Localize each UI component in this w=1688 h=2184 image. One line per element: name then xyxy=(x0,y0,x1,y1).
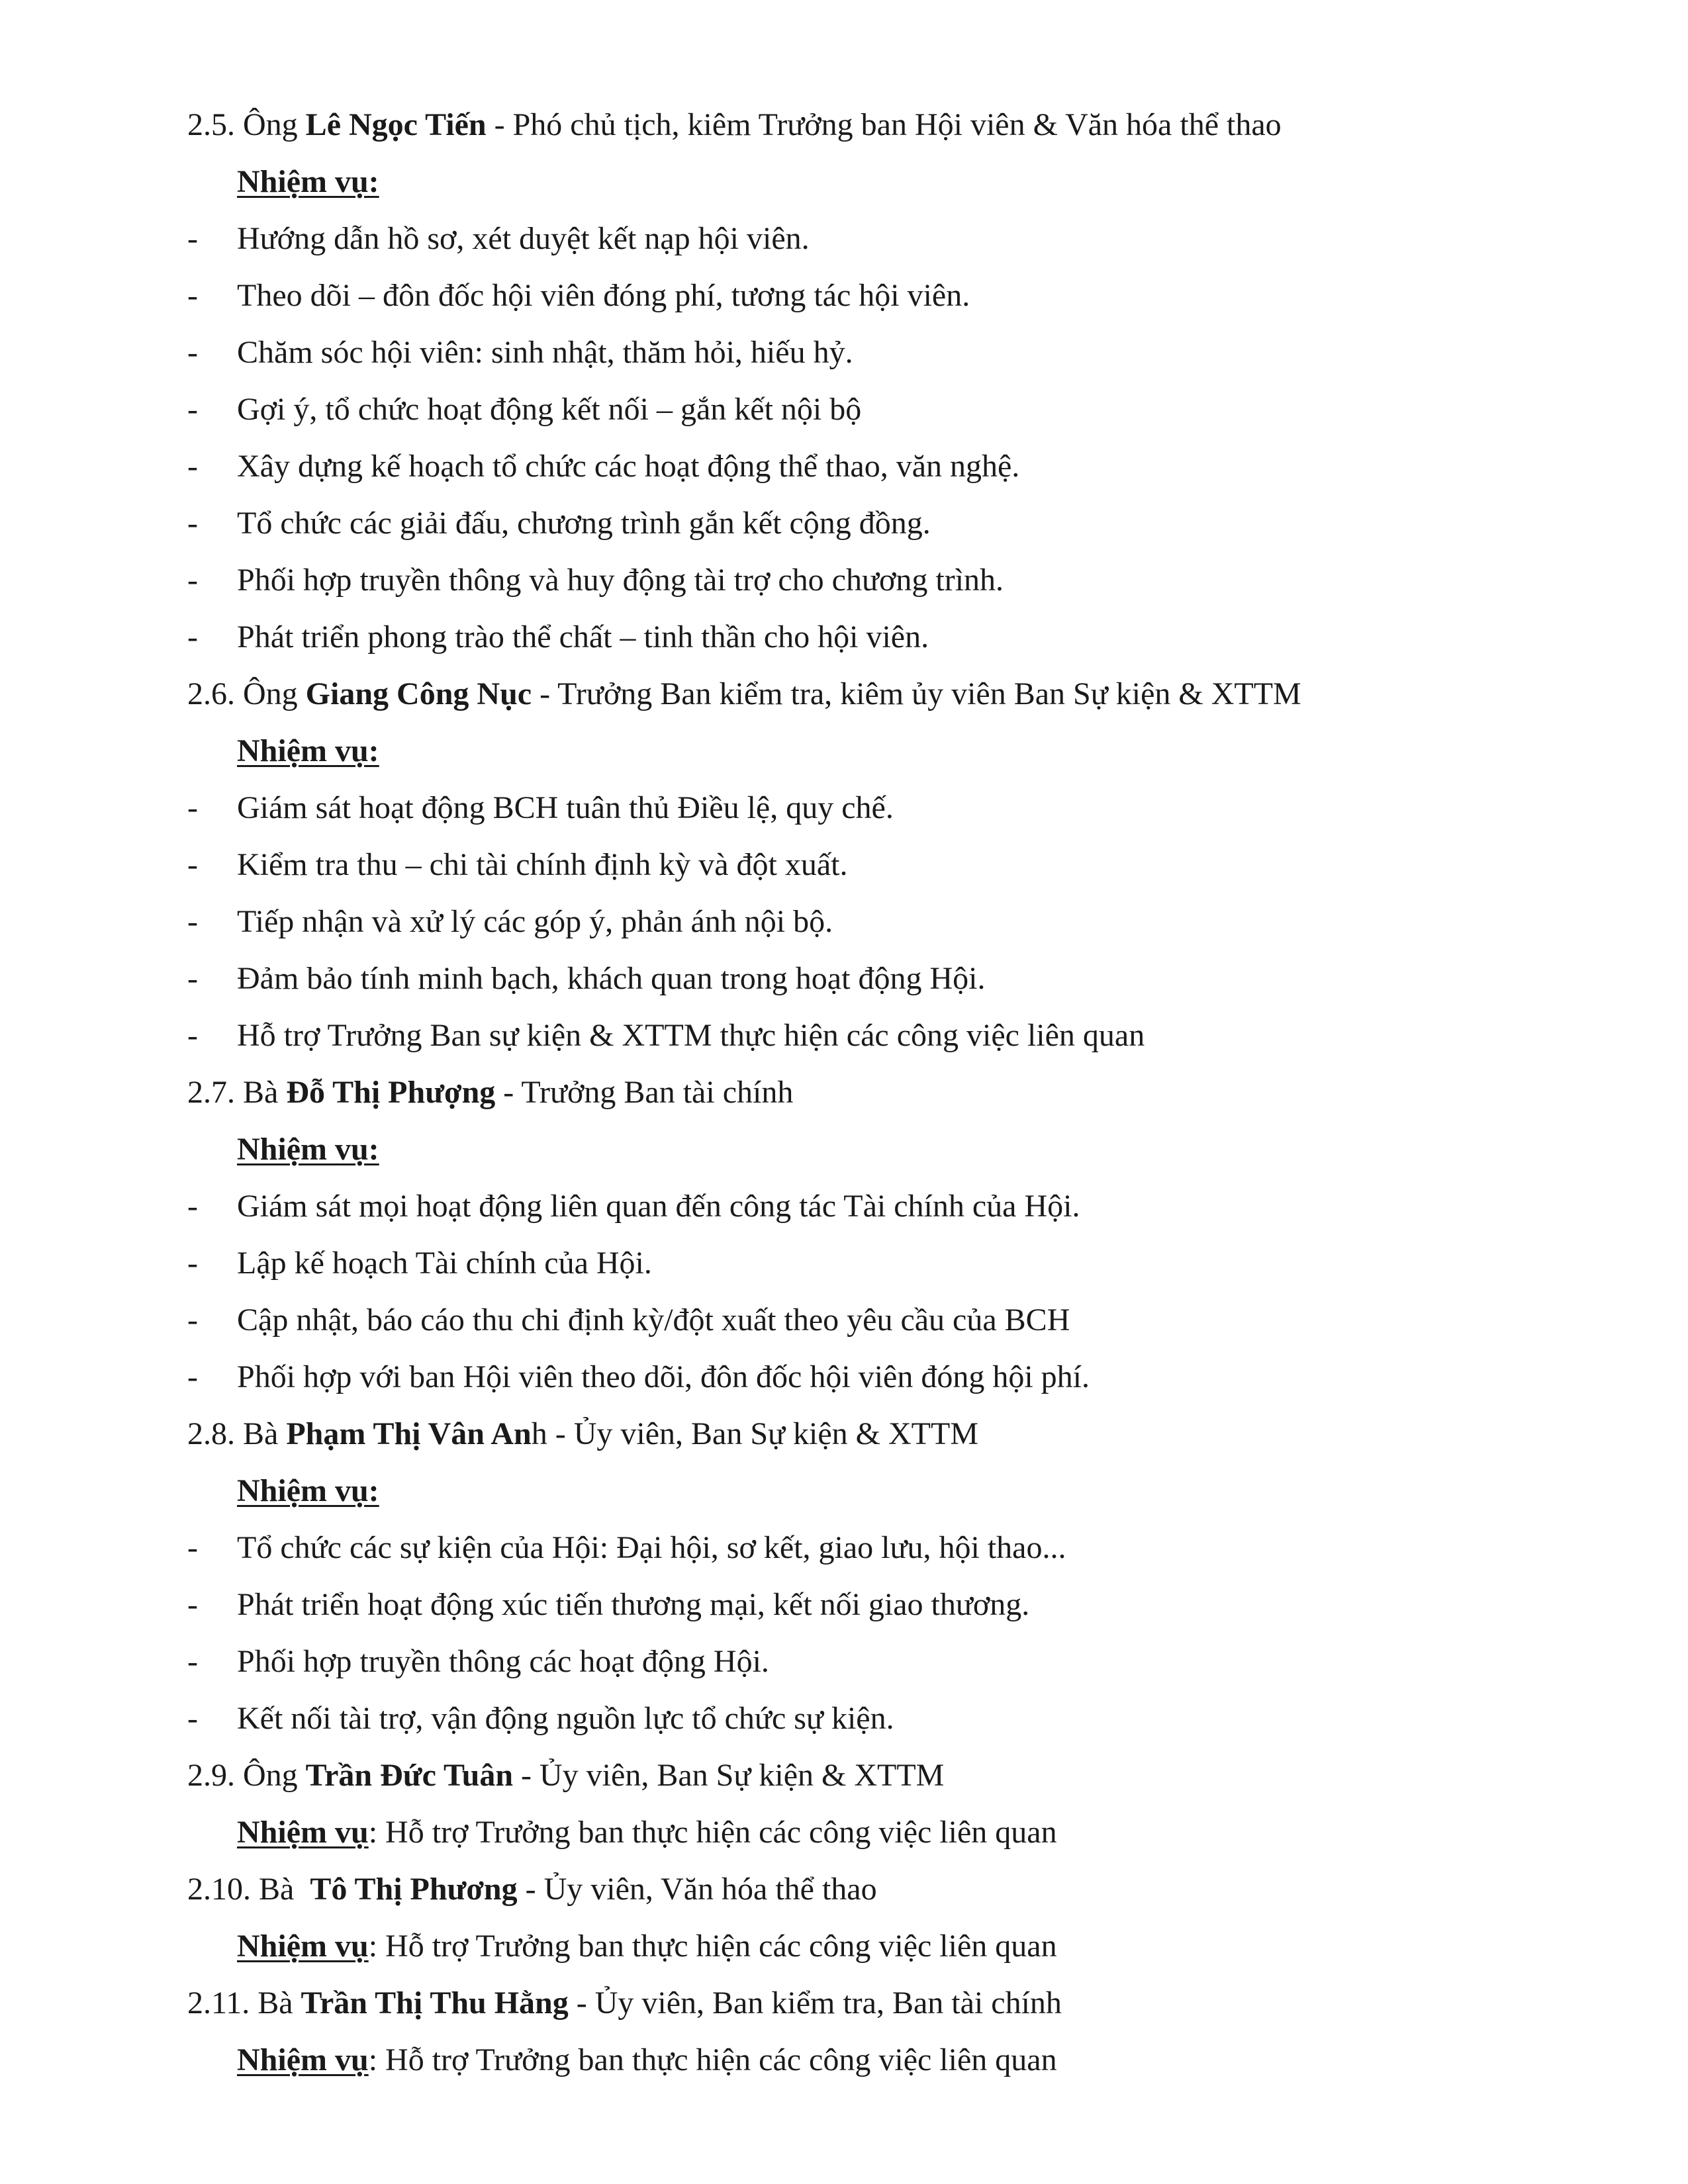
task-label-line xyxy=(187,1804,1511,1861)
section-heading: 2.6. Ông Giang Công Nục - Trưởng Ban kiểm tra, kiêm ủy viên Ban Sự kiện & XTTM xyxy=(187,676,1301,711)
task-item: - Hỗ trợ Trưởng Ban sự kiện & XTTM thực hiện các công việc liên quan xyxy=(187,1018,1145,1053)
task-label-line xyxy=(187,154,1511,210)
member-name: Phạm Thị Vân An xyxy=(286,1416,532,1451)
task-item: - Phối hợp với ban Hội viên theo dõi, đôn đốc hội viên đóng hội phí. xyxy=(187,1359,1090,1394)
task-inline: : Hỗ trợ Trưởng ban thực hiện các công việc liên quan xyxy=(368,1929,1057,1964)
member-name: Trần Thị Thu Hằng xyxy=(301,1985,569,2021)
task-item: - Lập kế hoạch Tài chính của Hội. xyxy=(187,1246,652,1281)
section-heading: 2.7. Bà Đỗ Thị Phượng - Trưởng Ban tài chính xyxy=(187,1075,794,1110)
task-label: Nhiệm vụ xyxy=(237,2042,369,2077)
member-name: Giang Công Nục xyxy=(305,676,532,711)
task-item: - Xây dựng kế hoạch tổ chức các hoạt động thể thao, văn nghệ. xyxy=(187,449,1020,484)
task-item: - Phát triển hoạt động xúc tiến thương mại, kết nối giao thương. xyxy=(187,1587,1030,1622)
section xyxy=(187,97,1511,666)
task-item: - Tổ chức các sự kiện của Hội: Đại hội, sơ kết, giao lưu, hội thao... xyxy=(187,1530,1066,1565)
task-label: Nhiệm vụ: xyxy=(237,733,379,768)
task-item: - Phối hợp truyền thông các hoạt động Hội. xyxy=(187,1644,769,1679)
task-label-line xyxy=(187,1918,1511,1975)
task-inline: : Hỗ trợ Trưởng ban thực hiện các công việc liên quan xyxy=(368,1815,1057,1850)
section-heading: 2.5. Ông Lê Ngọc Tiến - Phó chủ tịch, kiêm Trưởng ban Hội viên & Văn hóa thể thao xyxy=(187,107,1282,142)
document-page xyxy=(187,97,1511,2089)
section-heading: 2.11. Bà Trần Thị Thu Hằng - Ủy viên, Ban kiểm tra, Ban tài chính xyxy=(187,1985,1062,2021)
task-label: Nhiệm vụ: xyxy=(237,1473,379,1508)
task-label-line xyxy=(187,2032,1511,2089)
task-inline: : Hỗ trợ Trưởng ban thực hiện các công việc liên quan xyxy=(368,2042,1057,2077)
section xyxy=(187,1747,1511,1861)
member-name: Lê Ngọc Tiến xyxy=(305,107,487,142)
task-label: Nhiệm vụ xyxy=(237,1929,369,1964)
task-item: - Cập nhật, báo cáo thu chi định kỳ/đột xuất theo yêu cầu của BCH xyxy=(187,1302,1070,1338)
task-item: - Phối hợp truyền thông và huy động tài trợ cho chương trình. xyxy=(187,563,1004,598)
member-name: Trần Đức Tuân xyxy=(305,1758,514,1793)
section xyxy=(187,1064,1511,1406)
section xyxy=(187,1406,1511,1747)
section xyxy=(187,666,1511,1064)
task-item: - Kiểm tra thu – chi tài chính định kỳ và đột xuất. xyxy=(187,847,848,882)
task-label-line xyxy=(187,723,1511,780)
task-item: - Giám sát mọi hoạt động liên quan đến công tác Tài chính của Hội. xyxy=(187,1189,1080,1224)
section-heading: 2.10. Bà Tô Thị Phương - Ủy viên, Văn hóa thể thao xyxy=(187,1872,877,1907)
task-item: - Hướng dẫn hồ sơ, xét duyệt kết nạp hội viên. xyxy=(187,221,810,256)
task-label-line xyxy=(187,1121,1511,1178)
member-name: Tô Thị Phương xyxy=(310,1872,518,1907)
task-item: - Tổ chức các giải đấu, chương trình gắn kết cộng đồng. xyxy=(187,506,931,541)
task-item: - Kết nối tài trợ, vận động nguồn lực tổ chức sự kiện. xyxy=(187,1701,894,1736)
section-heading: 2.9. Ông Trần Đức Tuân - Ủy viên, Ban Sự kiện & XTTM xyxy=(187,1758,945,1793)
task-label: Nhiệm vụ xyxy=(237,1815,369,1850)
section xyxy=(187,1975,1511,2089)
task-item: - Phát triển phong trào thể chất – tinh thần cho hội viên. xyxy=(187,619,929,655)
section xyxy=(187,1861,1511,1975)
task-item: - Đảm bảo tính minh bạch, khách quan trong hoạt động Hội. xyxy=(187,961,986,996)
task-label: Nhiệm vụ: xyxy=(237,1132,379,1167)
task-item: - Gợi ý, tổ chức hoạt động kết nối – gắn kết nội bộ xyxy=(187,392,862,427)
task-item: - Tiếp nhận và xử lý các góp ý, phản ánh nội bộ. xyxy=(187,904,833,939)
task-label: Nhiệm vụ: xyxy=(237,164,379,199)
section-heading: 2.8. Bà Phạm Thị Vân Anh - Ủy viên, Ban Sự kiện & XTTM xyxy=(187,1416,978,1451)
member-name: Đỗ Thị Phượng xyxy=(286,1075,496,1110)
task-item: - Chăm sóc hội viên: sinh nhật, thăm hỏi, hiếu hỷ. xyxy=(187,335,853,370)
task-item: - Giám sát hoạt động BCH tuân thủ Điều lệ, quy chế. xyxy=(187,790,894,825)
task-item: - Theo dõi – đôn đốc hội viên đóng phí, tương tác hội viên. xyxy=(187,278,970,313)
task-label-line xyxy=(187,1463,1511,1520)
